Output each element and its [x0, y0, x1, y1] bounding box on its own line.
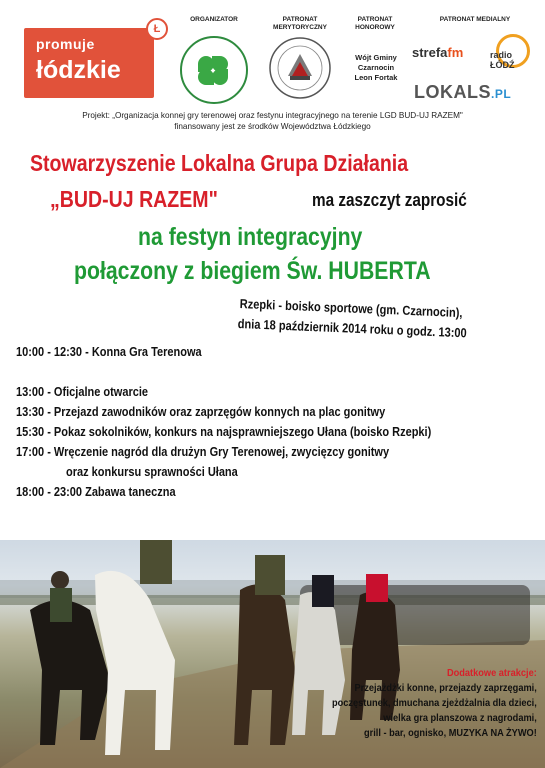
- radio-text: radio: [490, 50, 513, 60]
- schedule-item-5: 17:00 - Wręczenie nagród dla drużyn Gry Terenowej, zwycięzcy gonitwy: [16, 445, 390, 459]
- schedule-item-3: 13:30 - Przejazd zawodników oraz zaprzęgów konnych na plac gonitwy: [16, 405, 386, 419]
- place-line2: dnia 18 październik 2014 roku o godz. 13:00: [237, 316, 467, 341]
- schedule-item-2: 13:00 - Oficjalne otwarcie: [16, 385, 149, 399]
- attractions-line4: grill - bar, ognisko, MUZYKA NA ŻYWO!: [364, 727, 537, 739]
- schedule-item-1: 10:00 - 12:30 - Konna Gra Terenowa: [16, 345, 202, 359]
- label-organizer: ORGANIZATOR: [190, 16, 238, 23]
- project-info: [0, 110, 545, 132]
- strefa-fm-logo: [412, 44, 463, 62]
- schedule-item-4: 15:30 - Pokaz sokolników, konkurs na najsprawniejszego Ułana (boisko Rzepki): [16, 425, 432, 439]
- emblem-logo: [268, 36, 332, 100]
- title-line4: połączony z biegiem Św. HUBERTA: [74, 257, 431, 285]
- attractions-line1: Przejażdżki konne, przejazdy zaprzęgami,: [354, 682, 537, 694]
- project-line2: finansowany jest ze środków Województwa Łódzkiego: [174, 122, 371, 131]
- title-line1: Stowarzyszenie Lokalna Grupa Działania: [30, 150, 409, 176]
- honor-line1: Wójt Gminy: [355, 53, 397, 62]
- attractions-line2: poczęstunek, dmuchana zjeżdżalnia dla dzieci,: [332, 697, 537, 709]
- promo-line2: łódzkie: [36, 56, 121, 84]
- lokals-text: LOKALS: [414, 82, 491, 102]
- honor-patron: [352, 53, 400, 83]
- place-line1: Rzepki - boisko sportowe (gm. Czarnocin),: [239, 296, 463, 321]
- radio-lodz-logo: [488, 34, 532, 78]
- lgd-seal-logo: [180, 36, 248, 104]
- attractions-title: Dodatkowe atrakcje:: [447, 667, 537, 679]
- label-patronat-honorowy: PATRONAT HONOROWY: [355, 16, 395, 31]
- schedule-item-6: 18:00 - 23:00 Zabawa taneczna: [16, 485, 176, 499]
- strefa-text: strefa: [412, 45, 448, 60]
- lokals-logo: [414, 82, 511, 103]
- label-patronat-merytoryczny: PATRONAT MERYTORYCZNY: [273, 16, 327, 31]
- project-line1: Projekt: „Organizacja konnej gry terenowej oraz festynu integracyjnego na terenie LGD BUD-UJ RAZEM": [82, 111, 463, 120]
- title-line2: „BUD-UJ RAZEM": [50, 186, 218, 212]
- honor-line3: Leon Fortak: [354, 73, 398, 82]
- honor-line2: Czarnocin: [357, 63, 395, 72]
- strefa-fm-text: fm: [447, 45, 464, 60]
- promo-line1: promuje: [36, 36, 95, 52]
- radio-lodz-text: ŁÓDŹ: [490, 60, 515, 70]
- promuje-lodzkie-logo: [24, 28, 154, 98]
- schedule-item-5-cont: oraz konkursu sprawności Ułana: [66, 465, 238, 479]
- attractions-line3: wielka gra planszowa z nagrodami,: [383, 712, 537, 724]
- title-line2-right: ma zaszczyt zaprosić: [312, 190, 467, 210]
- lodz-badge-icon: Ł: [146, 18, 168, 40]
- label-patronat-medialny: PATRONAT MEDIALNY: [439, 16, 511, 23]
- lokals-pl-text: .PL: [491, 87, 512, 101]
- title-line3: na festyn integracyjny: [138, 223, 363, 251]
- attractions: [332, 666, 537, 741]
